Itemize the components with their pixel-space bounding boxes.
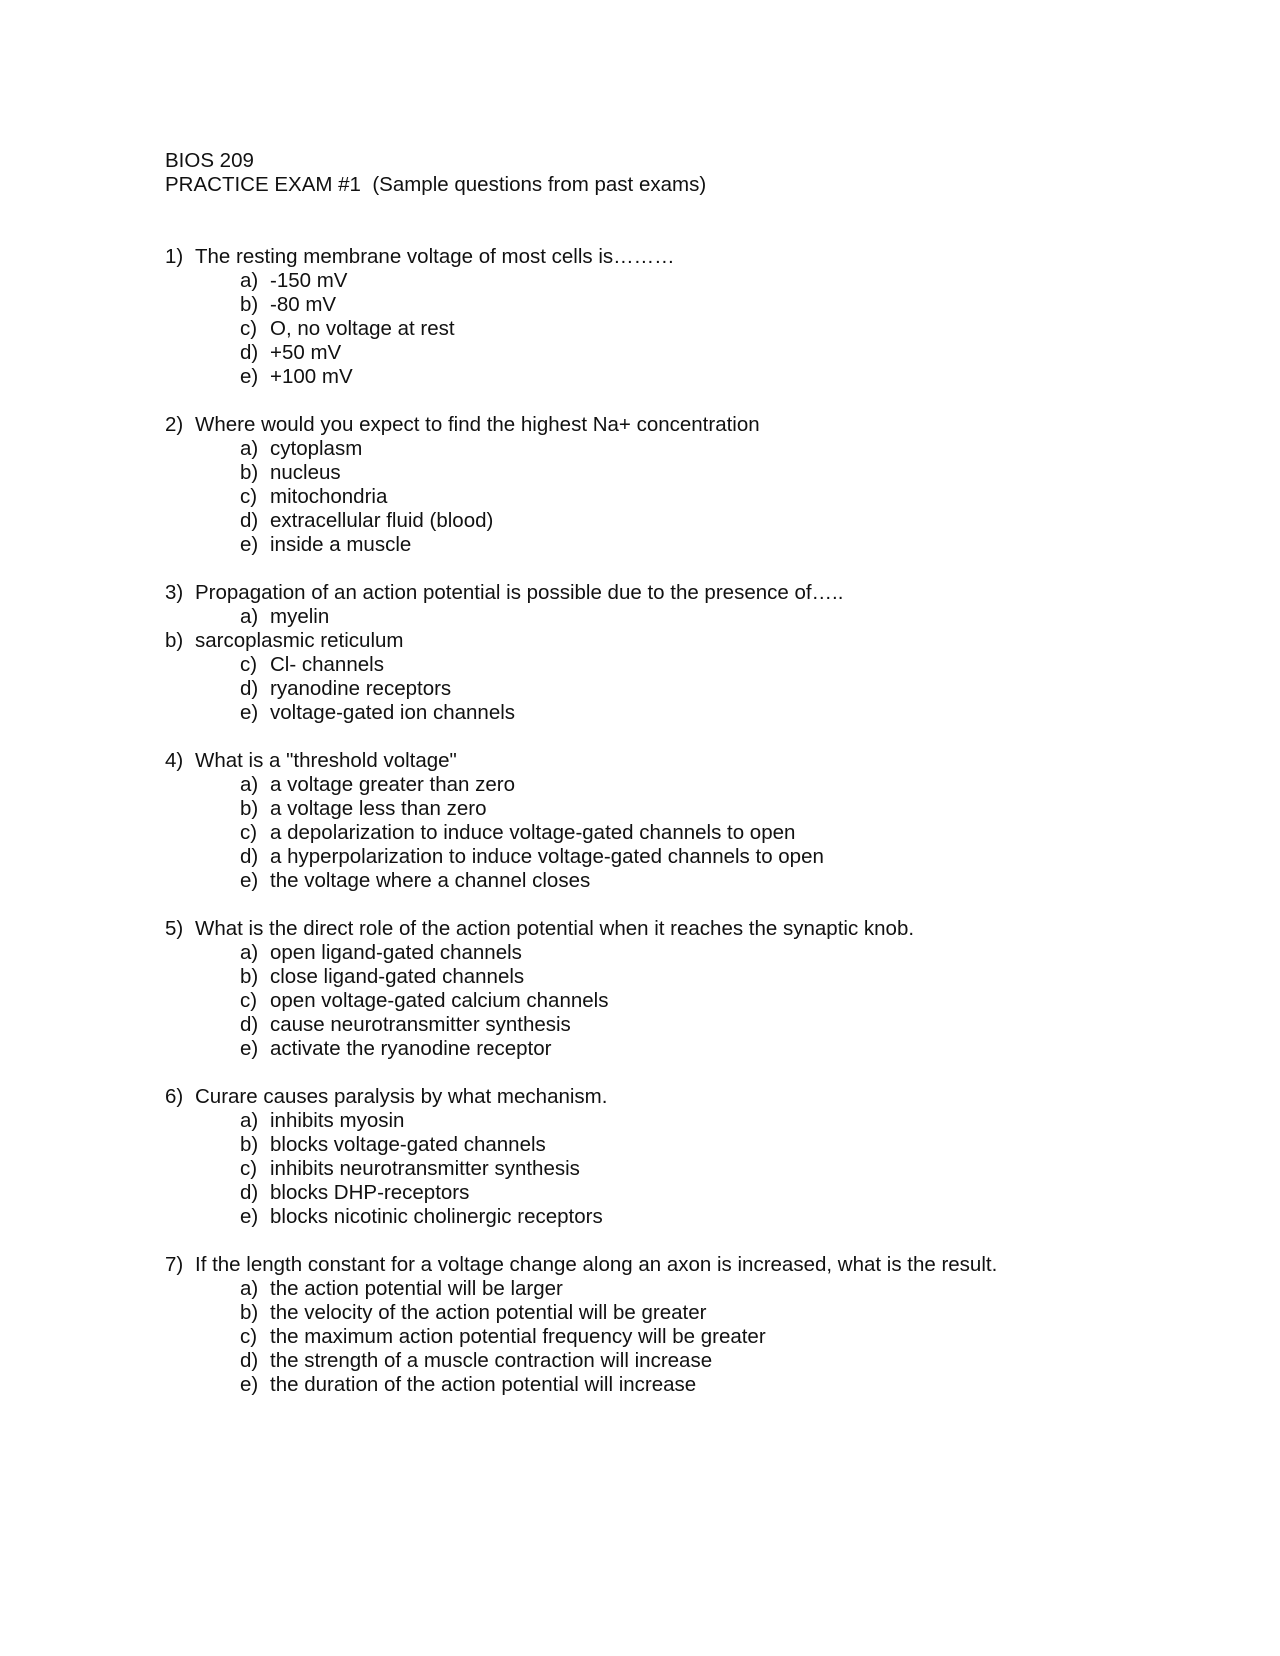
question-stem xyxy=(165,1085,1245,1109)
answer-option xyxy=(165,773,1245,797)
option-text: a voltage less than zero xyxy=(270,797,487,820)
option-letter: e) xyxy=(240,701,259,724)
option-letter: d) xyxy=(240,677,259,700)
option-letter: d) xyxy=(240,1013,259,1036)
question-6 xyxy=(165,1085,1245,1229)
answer-option xyxy=(165,533,1245,557)
option-letter: a) xyxy=(240,437,259,460)
answer-option xyxy=(165,677,1245,701)
option-letter: e) xyxy=(240,365,259,388)
answer-option xyxy=(165,1109,1245,1133)
answer-option xyxy=(165,629,1245,653)
option-text: inhibits myosin xyxy=(270,1109,405,1132)
option-letter: b) xyxy=(240,1133,259,1156)
answer-option xyxy=(165,293,1245,317)
answer-option xyxy=(165,821,1245,845)
question-stem xyxy=(165,413,1245,437)
question-5 xyxy=(165,917,1245,1061)
option-letter: c) xyxy=(240,1325,258,1348)
option-text: the maximum action potential frequency will be greater xyxy=(270,1325,766,1348)
question-text: What is the direct role of the action potential when it reaches the synaptic knob. xyxy=(195,917,915,940)
document-header xyxy=(165,149,706,197)
option-text: open voltage-gated calcium channels xyxy=(270,989,609,1012)
option-letter: e) xyxy=(240,533,259,556)
option-text: inhibits neurotransmitter synthesis xyxy=(270,1157,580,1180)
option-text: +50 mV xyxy=(270,341,342,364)
option-letter: e) xyxy=(240,1205,259,1228)
answer-option xyxy=(165,1037,1245,1061)
option-text: a voltage greater than zero xyxy=(270,773,516,796)
question-number: 7) xyxy=(165,1253,184,1276)
option-letter: a) xyxy=(240,605,259,628)
option-text: the action potential will be larger xyxy=(270,1277,563,1300)
option-text: sarcoplasmic reticulum xyxy=(195,629,404,652)
option-text: +100 mV xyxy=(270,365,353,388)
option-text: a depolarization to induce voltage-gated channels to open xyxy=(270,821,796,844)
option-text: blocks nicotinic cholinergic receptors xyxy=(270,1205,603,1228)
option-letter: d) xyxy=(240,1349,259,1372)
question-7 xyxy=(165,1253,1245,1397)
answer-option xyxy=(165,1349,1245,1373)
question-1 xyxy=(165,245,1245,389)
question-text: What is a "threshold voltage" xyxy=(195,749,457,772)
option-text: cause neurotransmitter synthesis xyxy=(270,1013,571,1036)
option-letter: c) xyxy=(240,821,258,844)
answer-option xyxy=(165,1325,1245,1349)
option-text: the voltage where a channel closes xyxy=(270,869,591,892)
option-text: open ligand-gated channels xyxy=(270,941,522,964)
question-stem xyxy=(165,1253,1245,1277)
question-stem xyxy=(165,917,1245,941)
option-letter: e) xyxy=(240,1037,259,1060)
question-text: Propagation of an action potential is possible due to the presence of….. xyxy=(195,581,844,604)
question-text: Curare causes paralysis by what mechanism. xyxy=(195,1085,608,1108)
option-letter: d) xyxy=(240,1181,259,1204)
option-text: the velocity of the action potential will be greater xyxy=(270,1301,707,1324)
answer-option xyxy=(165,701,1245,725)
answer-option xyxy=(165,1373,1245,1397)
answer-option xyxy=(165,1133,1245,1157)
option-text: blocks DHP-receptors xyxy=(270,1181,470,1204)
option-letter: c) xyxy=(240,485,258,508)
answer-option xyxy=(165,1205,1245,1229)
answer-option xyxy=(165,341,1245,365)
option-letter: b) xyxy=(240,965,259,988)
option-text: extracellular fluid (blood) xyxy=(270,509,494,532)
option-letter: a) xyxy=(240,941,259,964)
option-text: -80 mV xyxy=(270,293,337,316)
answer-option xyxy=(165,1013,1245,1037)
option-text: mitochondria xyxy=(270,485,388,508)
option-letter: b) xyxy=(240,797,259,820)
answer-option xyxy=(165,989,1245,1013)
option-text: blocks voltage-gated channels xyxy=(270,1133,546,1156)
answer-option xyxy=(165,797,1245,821)
option-letter: e) xyxy=(240,1373,259,1396)
question-stem xyxy=(165,749,1245,773)
option-text: the strength of a muscle contraction will increase xyxy=(270,1349,713,1372)
answer-option xyxy=(165,1301,1245,1325)
option-letter: a) xyxy=(240,773,259,796)
exam-title: PRACTICE EXAM #1 (Sample questions from past exams) xyxy=(165,173,707,196)
answer-option xyxy=(165,965,1245,989)
answer-option xyxy=(165,461,1245,485)
answer-option xyxy=(165,605,1245,629)
option-text: inside a muscle xyxy=(270,533,412,556)
question-stem xyxy=(165,245,1245,269)
question-text: Where would you expect to find the highest Na+ concentration xyxy=(195,413,760,436)
option-text: ryanodine receptors xyxy=(270,677,452,700)
option-letter: e) xyxy=(240,869,259,892)
option-letter: d) xyxy=(240,509,259,532)
question-number: 5) xyxy=(165,917,184,940)
answer-option xyxy=(165,845,1245,869)
option-letter: a) xyxy=(240,269,259,292)
option-text: myelin xyxy=(270,605,330,628)
question-stem xyxy=(165,581,1245,605)
option-text: nucleus xyxy=(270,461,341,484)
answer-option xyxy=(165,1157,1245,1181)
option-letter: c) xyxy=(240,317,258,340)
answer-option xyxy=(165,317,1245,341)
answer-option xyxy=(165,1181,1245,1205)
option-letter: b) xyxy=(240,1301,259,1324)
option-letter: c) xyxy=(240,653,258,676)
answer-option xyxy=(165,1277,1245,1301)
question-3 xyxy=(165,581,1245,725)
option-text: the duration of the action potential will increase xyxy=(270,1373,697,1396)
option-letter: b) xyxy=(240,461,259,484)
option-text: close ligand-gated channels xyxy=(270,965,525,988)
option-letter: b) xyxy=(165,629,184,652)
option-text: voltage-gated ion channels xyxy=(270,701,516,724)
option-letter: a) xyxy=(240,1277,259,1300)
option-text: -150 mV xyxy=(270,269,348,292)
option-text: a hyperpolarization to induce voltage-gated channels to open xyxy=(270,845,824,868)
answer-option xyxy=(165,485,1245,509)
question-number: 1) xyxy=(165,245,184,268)
answer-option xyxy=(165,941,1245,965)
option-letter: d) xyxy=(240,845,259,868)
option-letter: d) xyxy=(240,341,259,364)
question-number: 2) xyxy=(165,413,184,436)
question-list xyxy=(165,245,1245,1421)
answer-option xyxy=(165,509,1245,533)
option-text: activate the ryanodine receptor xyxy=(270,1037,552,1060)
question-2 xyxy=(165,413,1245,557)
question-text: If the length constant for a voltage change along an axon is increased, what is the result. xyxy=(195,1253,998,1276)
course-code: BIOS 209 xyxy=(165,149,254,172)
option-letter: b) xyxy=(240,293,259,316)
option-letter: c) xyxy=(240,989,258,1012)
option-letter: a) xyxy=(240,1109,259,1132)
question-4 xyxy=(165,749,1245,893)
option-text: O, no voltage at rest xyxy=(270,317,455,340)
option-text: Cl- channels xyxy=(270,653,384,676)
answer-option xyxy=(165,269,1245,293)
question-number: 6) xyxy=(165,1085,184,1108)
option-text: cytoplasm xyxy=(270,437,363,460)
answer-option xyxy=(165,437,1245,461)
answer-option xyxy=(165,869,1245,893)
question-number: 4) xyxy=(165,749,184,772)
option-letter: c) xyxy=(240,1157,258,1180)
question-text: The resting membrane voltage of most cells is……… xyxy=(195,245,675,268)
question-number: 3) xyxy=(165,581,184,604)
answer-option xyxy=(165,365,1245,389)
answer-option xyxy=(165,653,1245,677)
